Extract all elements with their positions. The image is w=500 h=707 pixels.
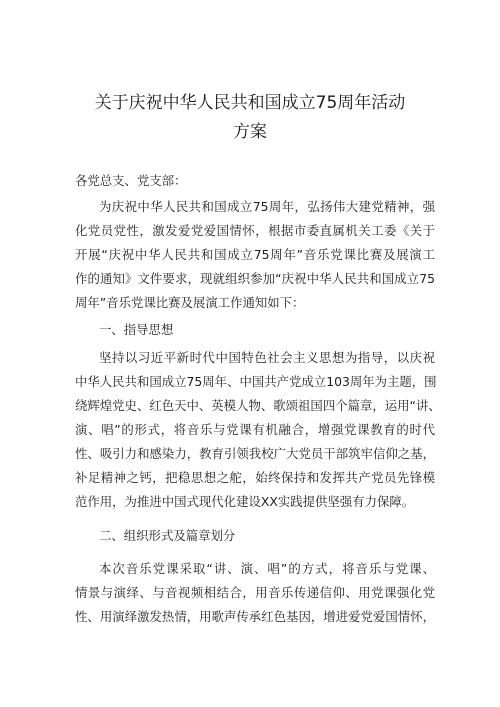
section-heading-1: 一、指导思想 — [99, 322, 174, 337]
section-heading-2: 二、组织形式及篇章划分 — [99, 528, 236, 543]
paragraph-1-line: 化党员党性，激发爱党爱国情怀，根据市委直属机关工委《关于 — [75, 223, 435, 238]
paragraph-2-line: 性、吸引力和感染力，教育引领我校广大党员干部筑牢信仰之基， — [75, 446, 435, 461]
paragraph-2-line: 坚持以习近平新时代中国特色社会主义思想为指导，以庆祝 — [99, 350, 435, 365]
paragraph-3-line: 情景与演绎、与音视频相结合，用音乐传递信仰、用党课强化党 — [75, 585, 435, 600]
paragraph-2-line: 绕辉煌党史、红色天中、英模人物、歌颂祖国四个篇章，运用“讲、 — [75, 398, 441, 413]
document-title-line-1: 关于庆祝中华人民共和国成立75周年活动 — [94, 93, 406, 113]
paragraph-2-line: 演、唱”的形式，将音乐与党课有机融合，增强党课教育的时代 — [75, 422, 435, 437]
paragraph-2-line: 范作用，为推进中国式现代化建设XX实践提供坚强有力保障。 — [75, 494, 415, 509]
paragraph-3-line: 本次音乐党课采取“讲、演、唱”的方式，将音乐与党课、 — [99, 561, 435, 576]
salutation: 各党总支、党支部： — [75, 173, 187, 188]
paragraph-1-line: 为庆祝中华人民共和国成立75周年，弘扬伟大建党精神，强 — [99, 199, 435, 214]
paragraph-1-line: 开展“庆祝中华人民共和国成立75周年”音乐党课比赛及展演工 — [75, 247, 435, 262]
paragraph-1-line: 作的通知》文件要求，现就组织参加“庆祝中华人民共和国成立75 — [75, 271, 435, 286]
paragraph-2-line: 补足精神之钙，把稳思想之舵，始终保持和发挥共产党员先锋模 — [75, 470, 435, 485]
paragraph-1-line: 周年”音乐党课比赛及展演工作通知如下： — [75, 295, 305, 310]
paragraph-2-line: 中华人民共和国成立75周年、中国共产党成立103周年为主题，围 — [75, 374, 437, 389]
paragraph-3-line: 性、用演绎激发热情，用歌声传承红色基因，增进爱党爱国情怀， — [75, 609, 435, 624]
document-title-line-2: 方案 — [233, 122, 267, 142]
